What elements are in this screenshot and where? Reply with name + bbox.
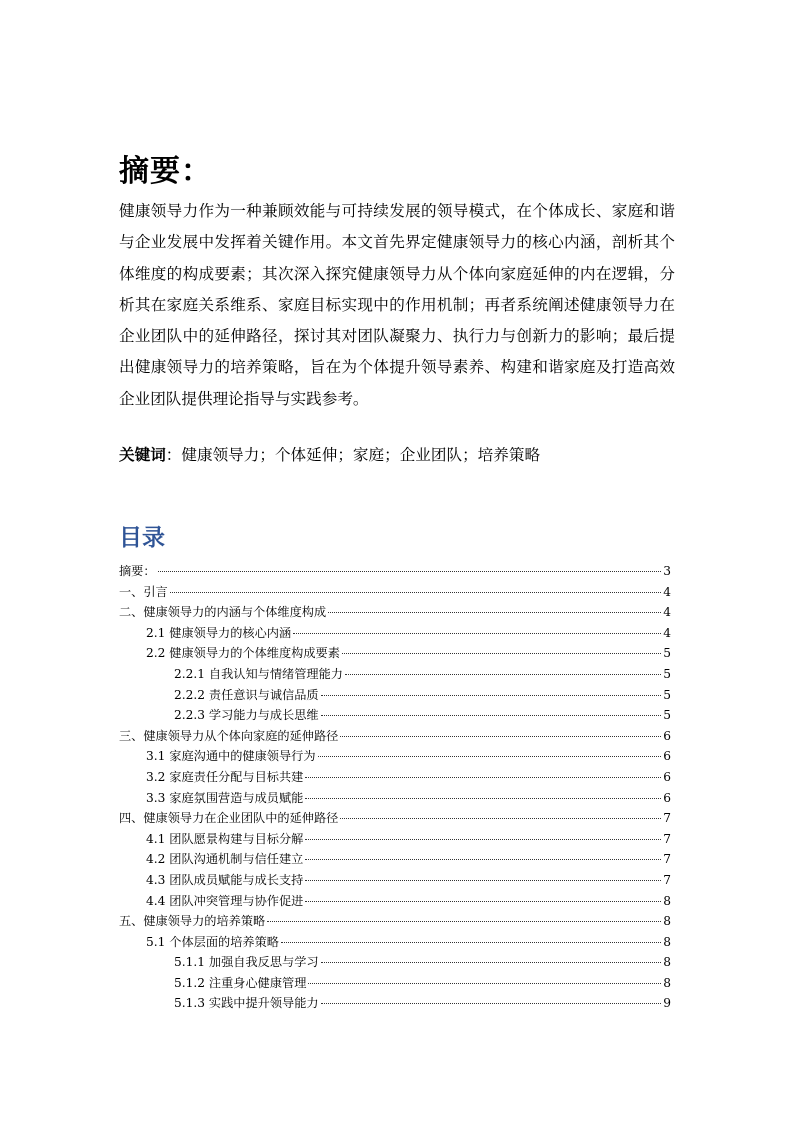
toc-entry-text: 4.1 团队愿景构建与目标分解: [146, 831, 304, 846]
toc-entry[interactable]: [119, 664, 671, 685]
toc-entry-page: 7: [663, 831, 671, 846]
toc-entry-page: 5: [663, 646, 671, 661]
toc-entry-text: 5.1.1 加强自我反思与学习: [174, 955, 319, 970]
toc-entry-text: 3.3 家庭氛围营造与成员赋能: [146, 790, 304, 805]
toc-entry[interactable]: [119, 932, 671, 953]
toc-entry-page: 4: [663, 605, 671, 620]
toc-entry-text: 2.2.3 学习能力与成长思维: [174, 708, 319, 723]
toc-leader: [267, 921, 661, 922]
abstract-title: 摘要：: [119, 154, 212, 189]
toc-leader: [305, 777, 661, 778]
toc-entry[interactable]: [119, 973, 671, 994]
toc-entry[interactable]: [119, 623, 671, 644]
toc-entry-page: 6: [663, 728, 671, 743]
toc-entry-text: 五、健康领导力的培养策略: [119, 914, 266, 929]
toc-entry-text: 2.2.1 自我认知与情绪管理能力: [174, 666, 343, 681]
toc-entry-page: 4: [663, 584, 671, 599]
toc-entry-text: 4.2 团队沟通机制与信任建立: [146, 852, 304, 867]
toc-entry-text: 摘要：: [119, 564, 156, 578]
toc-entry-text: 3.2 家庭责任分配与目标共建: [146, 769, 304, 784]
toc-entry-page: 4: [663, 625, 671, 640]
toc-entry[interactable]: [119, 602, 671, 623]
toc-leader: [281, 942, 661, 943]
toc-entry-page: 5: [663, 708, 671, 723]
toc-entry[interactable]: [119, 705, 671, 726]
toc-entry[interactable]: [119, 788, 671, 809]
toc-entry[interactable]: [119, 829, 671, 850]
toc-leader: [318, 756, 662, 757]
toc-entry-page: 5: [663, 687, 671, 702]
toc-entry[interactable]: [119, 808, 671, 829]
toc-entry-page: 8: [663, 955, 671, 970]
abstract-body: 健康领导力作为一种兼顾效能与可持续发展的领导模式，在个体成长、家庭和谐与企业发展中发挥着关键作用。本文首先界定健康领导力的核心内涵，剖析其个体维度的构成要素；其次深入探究健康领导力从个体向家庭延伸的内在逻辑，分析其在家庭关系维系、家庭目标实现中的作用机制；再者系统阐述健康领导力在企业团队中的延伸路径，探讨其对团队凝聚力、执行力与创新力的影响；最后提出健康领导力的培养策略，旨在为个体提升领导素养、构建和谐家庭及打造高效企业团队提供理论指导与实践参考。: [119, 202, 675, 408]
toc-entry-text: 2.2 健康领导力的个体维度构成要素: [146, 646, 340, 661]
keywords: [119, 442, 540, 468]
table-of-contents: [119, 561, 671, 1014]
toc-entry-page: 3: [663, 564, 671, 578]
toc-leader: [321, 962, 662, 963]
toc-entry-page: 6: [663, 790, 671, 805]
toc-entry-text: 2.1 健康领导力的核心内涵: [146, 625, 292, 640]
toc-entry[interactable]: [119, 993, 671, 1014]
toc-entry-text: 2.2.2 责任意识与诚信品质: [174, 687, 319, 702]
toc-leader: [170, 592, 661, 593]
toc-entry-page: 8: [663, 893, 671, 908]
toc-entry-page: 7: [663, 872, 671, 887]
toc-entry[interactable]: [119, 746, 671, 767]
toc-leader: [158, 571, 662, 572]
toc-entry[interactable]: [119, 582, 671, 603]
toc-leader: [305, 859, 661, 860]
toc-entry-page: 8: [663, 975, 671, 990]
toc-entry-text: 4.4 团队冲突管理与协作促进: [146, 893, 304, 908]
toc-entry-page: 7: [663, 811, 671, 826]
toc-entry-page: 8: [663, 914, 671, 929]
toc-entry-text: 3.1 家庭沟通中的健康领导行为: [146, 749, 316, 764]
toc-entry[interactable]: [119, 767, 671, 788]
toc-entry[interactable]: [119, 870, 671, 891]
toc-entry-page: 5: [663, 666, 671, 681]
toc-leader: [321, 695, 662, 696]
keywords-label: 关键词: [119, 445, 166, 464]
toc-entry-text: 5.1.2 注重身心健康管理: [174, 975, 307, 990]
toc-entry-text: 二、健康领导力的内涵与个体维度构成: [119, 605, 327, 620]
toc-leader: [305, 880, 661, 881]
toc-leader: [305, 798, 661, 799]
toc-entry[interactable]: [119, 643, 671, 664]
toc-entry[interactable]: [119, 849, 671, 870]
toc-leader: [305, 839, 661, 840]
toc-leader: [321, 715, 662, 716]
toc-leader: [321, 1003, 662, 1004]
toc-entry[interactable]: [119, 685, 671, 706]
toc-title: 目录: [119, 525, 165, 551]
toc-entry-text: 一、引言: [119, 584, 168, 599]
keywords-text: ：健康领导力；个体延伸；家庭；企业团队；培养策略: [165, 446, 541, 464]
toc-leader: [293, 633, 661, 634]
toc-leader: [328, 612, 661, 613]
toc-entry[interactable]: [119, 726, 671, 747]
toc-entry-text: 5.1.3 实践中提升领导能力: [174, 996, 319, 1011]
toc-entry-text: 5.1 个体层面的培养策略: [146, 934, 279, 949]
toc-entry-page: 9: [663, 996, 671, 1011]
toc-leader: [305, 901, 661, 902]
toc-leader: [345, 674, 661, 675]
toc-entry[interactable]: [119, 911, 671, 932]
toc-entry-text: 四、健康领导力在企业团队中的延伸路径: [119, 811, 339, 826]
toc-entry[interactable]: [119, 561, 671, 582]
toc-entry-text: 4.3 团队成员赋能与成长支持: [146, 872, 304, 887]
toc-entry-text: 三、健康领导力从个体向家庭的延伸路径: [119, 728, 339, 743]
toc-leader: [342, 653, 661, 654]
toc-leader: [308, 983, 661, 984]
toc-entry-page: 7: [663, 852, 671, 867]
toc-entry[interactable]: [119, 891, 671, 912]
toc-entry-page: 8: [663, 934, 671, 949]
toc-leader: [340, 736, 661, 737]
toc-entry[interactable]: [119, 952, 671, 973]
toc-entry-page: 6: [663, 769, 671, 784]
toc-leader: [340, 818, 661, 819]
toc-entry-page: 6: [663, 749, 671, 764]
